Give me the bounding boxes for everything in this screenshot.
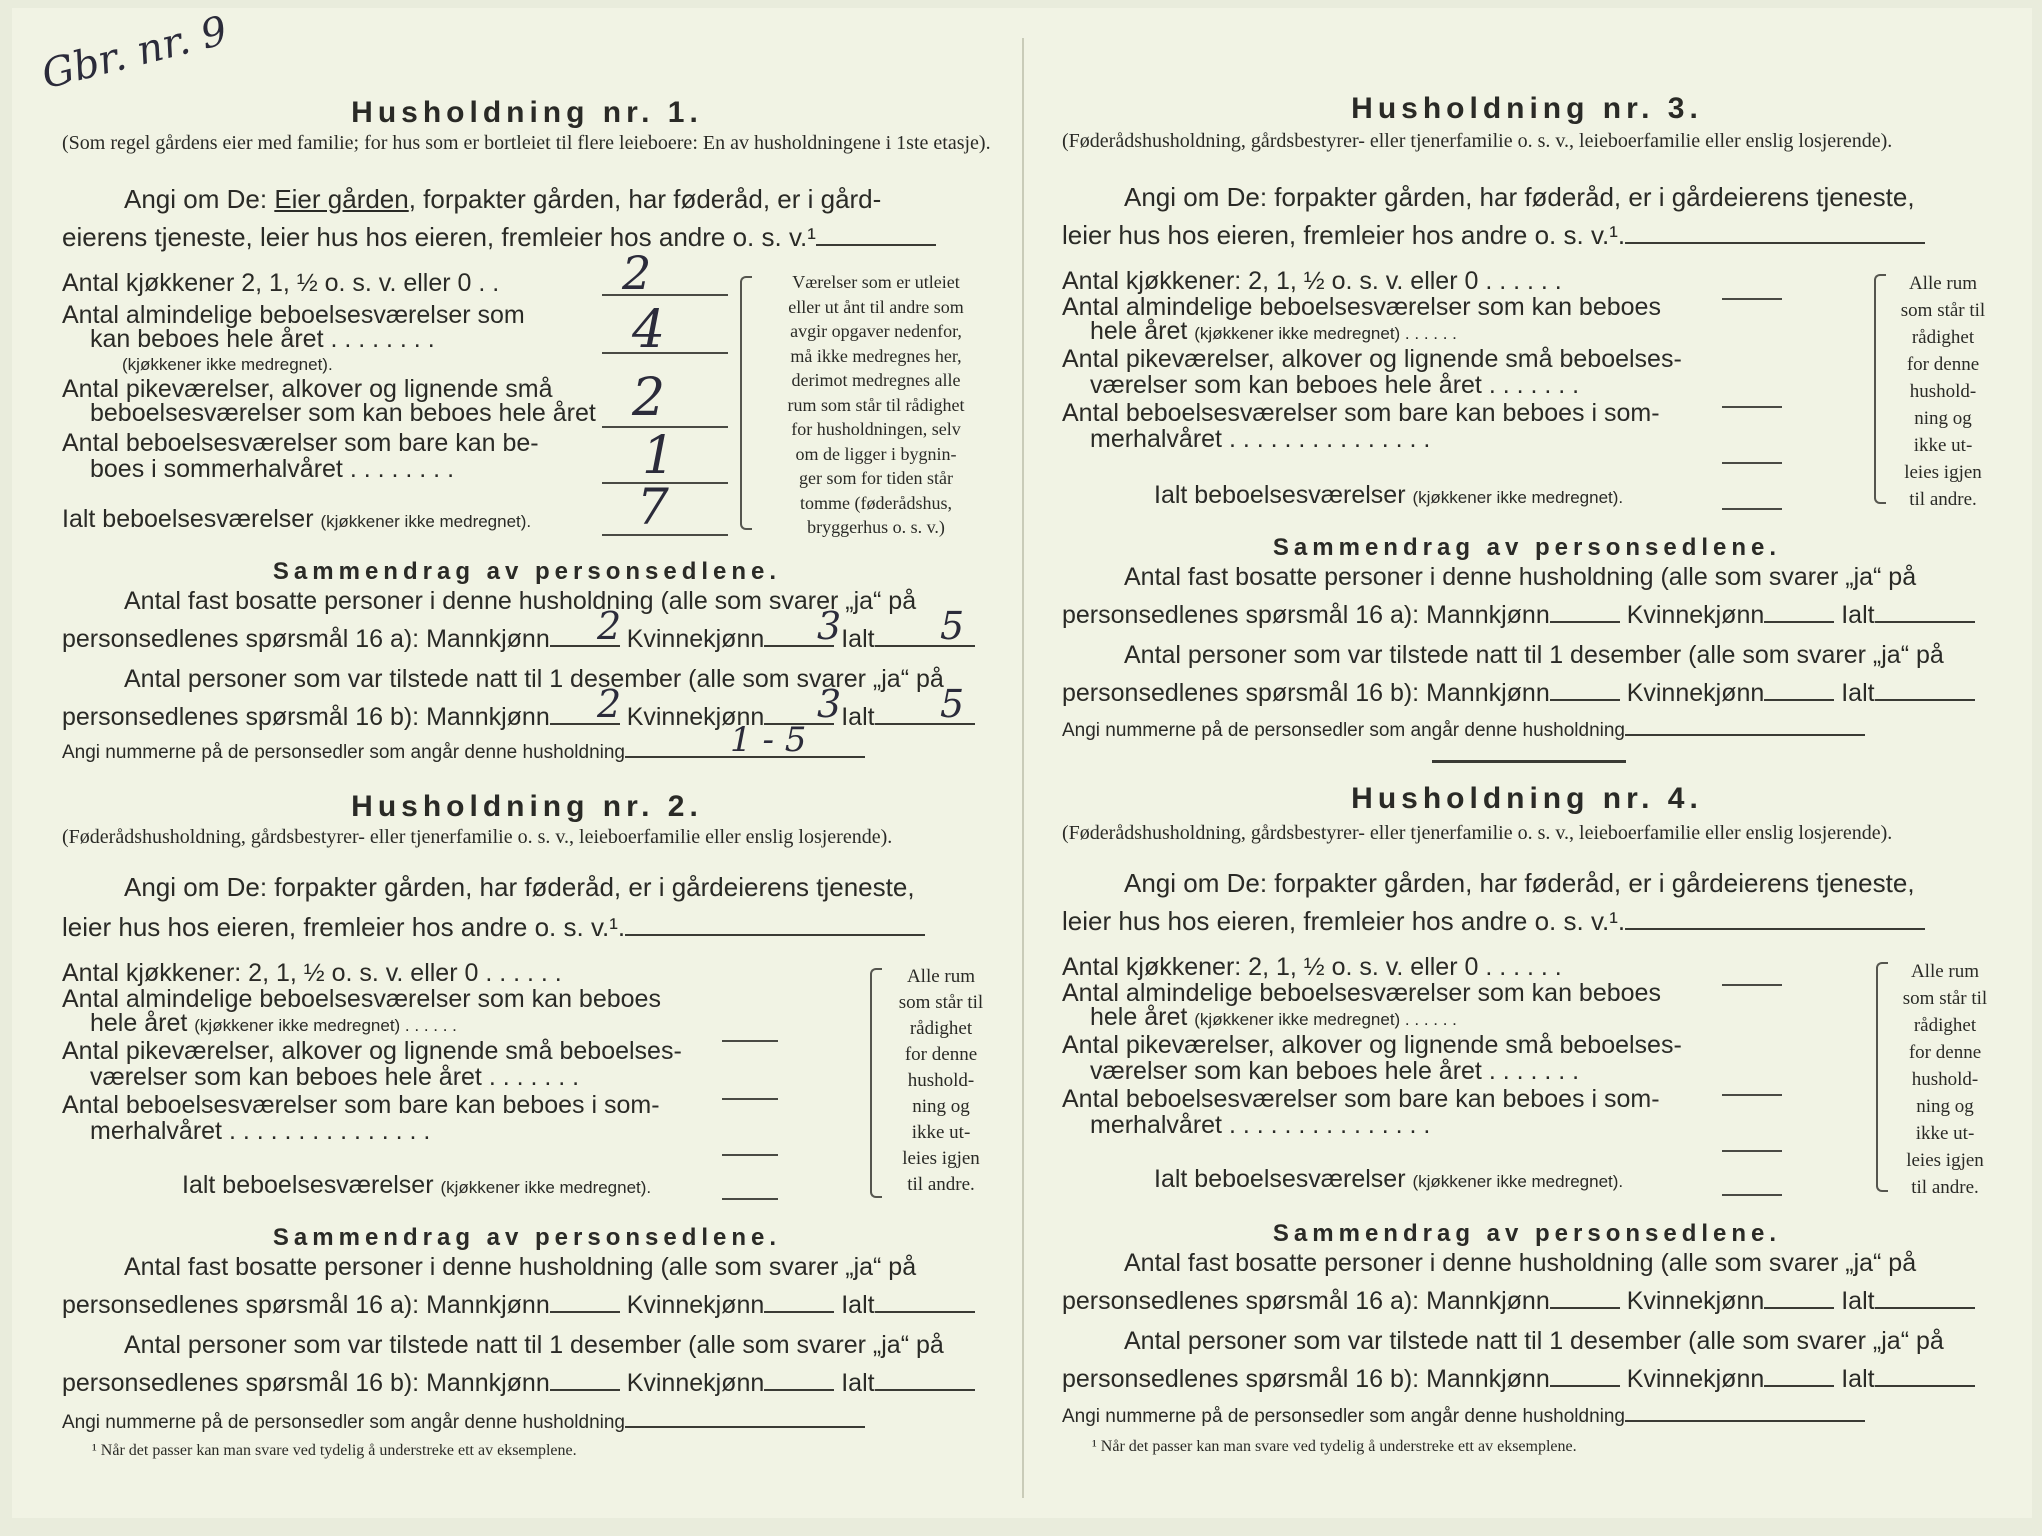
hh1-maid-rooms-value: 2 <box>632 368 666 428</box>
hh2-angi-numbers: Angi nummerne på de personsedler som angår denne husholdning <box>62 1412 992 1434</box>
corner-handwriting: Gbr. nr. 9 <box>37 7 232 99</box>
hh3-angi-line2: leier hus hos eieren, fremleier hos andre o. s. v.¹. <box>1062 216 1992 254</box>
hh3-side-note <box>1888 270 1998 513</box>
hh1-side-line: derimot medregnes alle <box>791 370 961 390</box>
hh4-summary-title: Sammendrag av personsedlene. <box>1272 1220 1782 1247</box>
hh1-kitchens-value: 2 <box>622 246 652 300</box>
side-note-line: ikke ut- <box>1915 1123 1975 1144</box>
hh1-side-line: ger som for tiden står <box>799 468 953 488</box>
side-note-line: ning og <box>1914 408 1972 429</box>
side-note-line: hushold- <box>907 1070 975 1091</box>
hh3-summary-title: Sammendrag av personsedlene. <box>1272 534 1782 561</box>
hh2-summary-title: Sammendrag av personsedlene. <box>272 1224 782 1251</box>
hh2-angi-line2: leier hus hos eieren, fremleier hos andre o. s. v.¹. <box>62 908 992 946</box>
hh4-title: Husholdning nr. 4. <box>1351 782 1703 815</box>
side-note-line: leies igjen <box>1904 462 1982 483</box>
hh3-summary: Antal fast bosatte personer i denne husholdning (alle som svarer „ja“ på personsedlenes spørsmål 16 a): Mannkjønn Kvinnekjønn Ialt Antal personer som var tilstede natt til 1 desember (alle som svarer „ja“ på personsedlenes spørsmål 16 b): Mannkjønn Kvinnekjønn Ialt <box>1062 558 1992 712</box>
hh1-title: Husholdning nr. 1. <box>351 96 703 129</box>
hh2-summary: Antal fast bosatte personer i denne husholdning (alle som svarer „ja“ på personsedlenes spørsmål 16 a): Mannkjønn Kvinnekjønn Ialt Antal personer som var tilstede natt til 1 desember (alle som svarer „ja“ på personsedlenes spørsmål 16 b): Mannkjønn Kvinnekjønn Ialt <box>62 1248 992 1402</box>
side-note-line: til andre. <box>907 1174 975 1195</box>
side-note-line: som står til <box>898 992 984 1013</box>
hh2-brace <box>870 968 882 1198</box>
hh1-side-line: om de ligger i bygnin- <box>795 443 957 464</box>
hh4-note: (Føderådshusholdning, gårdsbestyrer- eller tjenerfamilie o. s. v., leieboerfamilie eller enslig losjerende). <box>1062 822 1893 844</box>
hh2-side-note <box>886 964 996 1198</box>
hh4-angi-line1: Angi om De: forpakter gården, har føderåd, er i gårdeierens tjeneste, <box>1124 868 1915 898</box>
hh1-angi-line2: eierens tjeneste, leier hus hos eieren, fremleier hos andre o. s. v.¹ <box>62 218 992 256</box>
right-footnote: ¹ Når det passer kan man svare ved tydelig å understreke ett av eksemplene. <box>1092 1438 1577 1455</box>
hh1-16a-women: 3 <box>817 604 842 648</box>
side-note-line: som står til <box>1900 300 1986 321</box>
hh1-side-line: rum som står til rådighet <box>787 394 965 415</box>
side-note-line: rådighet <box>909 1018 973 1039</box>
hh1-rooms-value: 4 <box>632 300 666 360</box>
hh3-brace <box>1874 274 1886 504</box>
page-fold <box>1022 38 1024 1498</box>
hh3-note: (Føderådshusholdning, gårdsbestyrer- eller tjenerfamilie o. s. v., leieboerfamilie eller enslig losjerende). <box>1062 130 1893 152</box>
side-note-line: leies igjen <box>1906 1150 1984 1171</box>
side-note-line: ning og <box>912 1096 970 1117</box>
hh3-end-rule <box>1432 760 1626 763</box>
side-note-line: Alle rum <box>1908 273 1978 294</box>
hh1-angi-underlined-choice: Eier gården <box>274 184 409 214</box>
hh1-side-line: Værelser som er utleiet <box>792 272 960 292</box>
side-note-line: leies igjen <box>902 1148 980 1169</box>
census-form-sheet: Gbr. nr. 9 Husholdning nr. 1. (Som regel gårdens eier med familie; for hus som er bortleiet til flere leieboere: En av husholdningene i 1ste etasje). Angi om De: Eier gården, forpakter gården, har føderåd, er i gård- eierens tjeneste, leier hus hos eieren, fremleier hos andre o. s. v.¹ Antal kjøkkener 2, 1, ½ o. s. v. eller 0 . . Antal almindelige beboelsesværelser som kan beboes hele året . . . . . . . . (kjøkkener ikke medregnet). Antal pikeværelser, alkover og lignende små beboelsesværelser som kan beboes hele året Antal beboelsesværelser som bare kan be- boes i sommerhalvåret . . . . . . . . Ialt beboelsesværelser (kjøkkener ikke medregnet). 2 4 2 1 7 Værelser som er utleiet eller ut ånt til andre som avgir opgaver nedenfor, må ikke medregnes her, derimot medregnes alle rum som står til rådighet for husholdningen, selv om de ligger i bygnin- ger som for tiden står tomme (føderådshus, bryggerhus o. s. v.) Sammendrag av personsedlene. Antal fast bosatte personer i denne husholdning (alle som svarer „ja“ på personsedlenes spørsmål 16 a): Mannkjønn Kvinnekjønn Ialt Antal personer som var tilstede natt til 1 desember (alle som svarer „ja“ på personsedlenes spørsmål 16 b): Mannkjønn Kvinnekjønn Ialt 2 3 5 2 3 5 Angi nummerne på de personsedler som angår denne husholdning 1 - 5 Husholdning nr. 2. (Føderådshusholdning, gårdsbestyrer- eller tjenerfamilie o. s. v., leieboerfamilie eller enslig losjerende). Angi om De: forpakter gården, har føderåd, er i gårdeierens tjeneste, leier hus hos eieren, fremleier hos andre o. s. v.¹. Antal kjøkkener: 2, 1, ½ o. s. v. eller 0 . . . . . . Antal almindelige beboelsesværelser som kan beboes hele året (kjøkkener ikke medregnet) . . . . . . Antal pikeværelser, alkover og lignende små beboelses- værelser som kan beboes hele året . . . . . . . Antal beboelsesværelser som bare kan beboes i som- merhalvåret . . . . . . . . . . . . . . . Ialt beboelsesværelser (kjøkkener ikke medregnet). Alle rum som står til rådighet for denne hushold- ning og ikke ut- leies igjen til andre. Sammendrag av personsedlene. Antal fast bosatte personer i denne husholdning (alle som svarer „ja“ på personsedlenes spørsmål 16 a): Mannkjønn Kvinnekjønn Ialt Antal personer som var tilstede natt til 1 desember (alle som svarer „ja“ på personsedlenes spørsmål 16 b): Mannkjønn Kvinnekjønn Ialt Angi nummerne på de personsedler som angår denne husholdning ¹ Når det passer kan man svare ved tydelig å understreke ett av eksemplene. Husholdning nr. 3. (Føderådshusholdning, gårdsbestyrer- eller tjenerfamilie o. s. v., leieboerfamilie eller enslig losjerende). Angi om De: forpakter gården, har føderåd, er i gårdeierens tjeneste, leier hus hos eieren, fremleier hos andre o. s. v.¹. Antal kjøkkener: 2, 1, ½ o. s. v. eller 0 . . . . . . Antal almindelige beboelsesværelser som kan beboes hele året (kjøkkener ikke medregnet) . . . . . . Antal pikeværelser, alkover og lignende små beboelses- værelser som kan beboes hele året . . . . . . . Antal beboelsesværelser som bare kan beboes i som- merhalvåret . . . . . . . . . . . . . . . Ialt beboelsesværelser (kjøkkener ikke medregnet). Alle rum som står til rådighet for denne hushold- ning og ikke ut- leies igjen til andre. Sammendrag av personsedlene. Antal fast bosatte personer i denne husholdning (alle som svarer „ja“ på personsedlenes spørsmål 16 a): Mannkjønn Kvinnekjønn Ialt Antal personer som var tilstede natt til 1 desember (alle som svarer „ja“ på personsedlenes spørsmål 16 b): Mannkjønn Kvinnekjønn Ialt Angi nummerne på de personsedler som angår denne husholdning Husholdning nr. 4. (Føderådshusholdning, gårdsbestyrer- eller tjenerfamilie o. s. v., leieboerfamilie eller enslig losjerende). Angi om De: forpakter gården, har føderåd, er i gårdeierens tjeneste, leier hus hos eieren, fremleier hos andre o. s. v.¹. Antal kjøkkener: 2, 1, ½ o. s. v. eller 0 . . . . . . Antal almindelige beboelsesværelser som kan beboes hele året (kjøkkener ikke medregnet) . . . . . . Antal pikeværelser, alkover og lignende små beboelses- værelser som kan beboes hele året . . . . . . . Antal beboelsesværelser som bare kan beboes i som- merhalvåret . . . . . . . . . . . . . . . Ialt beboelsesværelser (kjøkkener ikke medregnet). Alle rum som står til rådighet for denne hushold- ning og ikke ut- leies igjen til andre. Sammendrag av personsedlene. Antal fast bosatte personer i denne husholdning (alle som svarer „ja“ på personsedlenes spørsmål 16 a): Mannkjønn Kvinnekjønn Ialt Antal personer som var tilstede natt til 1 desember (alle som svarer „ja“ på personsedlenes spørsmål 16 b): Mannkjønn Kvinnekjønn Ialt Angi nummerne på de personsedler som angår denne husholdning ¹ Når det passer kan man svare ved tydelig å understreke ett av eksemplene. <box>12 8 2032 1518</box>
hh1-side-note <box>756 270 996 540</box>
hh2-title: Husholdning nr. 2. <box>351 790 703 823</box>
hh1-summary: Antal fast bosatte personer i denne husholdning (alle som svarer „ja“ på personsedlenes spørsmål 16 a): Mannkjønn Kvinnekjønn Ialt Antal personer som var tilstede natt til 1 desember (alle som svarer „ja“ på personsedlenes spørsmål 16 b): Mannkjønn Kvinnekjønn Ialt <box>62 582 992 736</box>
side-note-line: ning og <box>1916 1096 1974 1117</box>
side-note-line: rådighet <box>1913 1015 1977 1036</box>
hh1-16b-women: 3 <box>817 682 842 726</box>
hh4-brace <box>1876 962 1888 1192</box>
side-note-line: hushold- <box>1911 1069 1979 1090</box>
side-note-line: for denne <box>904 1044 978 1065</box>
hh3-angi-numbers: Angi nummerne på de personsedler som angår denne husholdning <box>1062 720 1992 742</box>
hh1-person-numbers: 1 - 5 <box>730 720 807 760</box>
side-note-line: til andre. <box>1911 1177 1979 1198</box>
hh1-16a-men: 2 <box>597 604 622 648</box>
hh1-summary-title: Sammendrag av personsedlene. <box>272 558 782 585</box>
side-note-line: for denne <box>1906 354 1980 375</box>
side-note-line: hushold- <box>1909 381 1977 402</box>
side-note-line: Alle rum <box>906 966 976 987</box>
hh1-summer-rooms-value: 1 <box>642 426 676 486</box>
hh3-angi-line1: Angi om De: forpakter gården, har føderåd, er i gårdeierens tjeneste, <box>1124 182 1915 212</box>
hh1-side-line: må ikke medregnes her, <box>790 345 962 366</box>
side-note-line: Alle rum <box>1910 961 1980 982</box>
hh1-total-rooms-value: 7 <box>637 478 669 536</box>
hh4-angi-line2: leier hus hos eieren, fremleier hos andre o. s. v.¹. <box>1062 902 1992 940</box>
hh1-16a-total: 5 <box>940 604 965 648</box>
hh4-summary: Antal fast bosatte personer i denne husholdning (alle som svarer „ja“ på personsedlenes spørsmål 16 a): Mannkjønn Kvinnekjønn Ialt Antal personer som var tilstede natt til 1 desember (alle som svarer „ja“ på personsedlenes spørsmål 16 b): Mannkjønn Kvinnekjønn Ialt <box>1062 1244 1992 1398</box>
hh1-angi-numbers: Angi nummerne på de personsedler som angår denne husholdning <box>62 742 992 764</box>
hh1-side-line: avgir opgaver nedenfor, <box>790 321 962 341</box>
hh2-angi-line1: Angi om De: forpakter gården, har føderåd, er i gårdeierens tjeneste, <box>124 872 915 902</box>
hh1-side-line: for husholdningen, selv <box>791 419 961 439</box>
hh1-angi-line1: Angi om De: Eier gården, forpakter gården, har føderåd, er i gård- <box>124 184 882 214</box>
hh4-angi-numbers: Angi nummerne på de personsedler som angår denne husholdning <box>1062 1406 1992 1428</box>
hh1-16b-total: 5 <box>940 682 965 726</box>
hh4-side-note <box>1890 958 2000 1201</box>
left-footnote: ¹ Når det passer kan man svare ved tydelig å understreke ett av eksemplene. <box>92 1442 577 1459</box>
side-note-line: rådighet <box>1911 327 1975 348</box>
hh1-note: (Som regel gårdens eier med familie; for hus som er bortleiet til flere leieboere: En av husholdningene i 1ste etasje). <box>62 132 991 154</box>
side-note-line: ikke ut- <box>1913 435 1973 456</box>
hh1-16b-men: 2 <box>597 682 622 726</box>
side-note-line: for denne <box>1908 1042 1982 1063</box>
hh1-side-line: bryggerhus o. s. v.) <box>807 517 945 537</box>
hh1-brace <box>740 276 752 530</box>
side-note-line: til andre. <box>1909 489 1977 510</box>
hh3-title: Husholdning nr. 3. <box>1351 92 1703 125</box>
hh1-side-line: eller ut ånt til andre som <box>788 296 964 317</box>
hh2-note: (Føderådshusholdning, gårdsbestyrer- eller tjenerfamilie o. s. v., leieboerfamilie eller enslig losjerende). <box>62 826 893 848</box>
side-note-line: ikke ut- <box>911 1122 971 1143</box>
side-note-line: som står til <box>1902 988 1988 1009</box>
hh1-side-line: tomme (føderådshus, <box>800 492 952 513</box>
